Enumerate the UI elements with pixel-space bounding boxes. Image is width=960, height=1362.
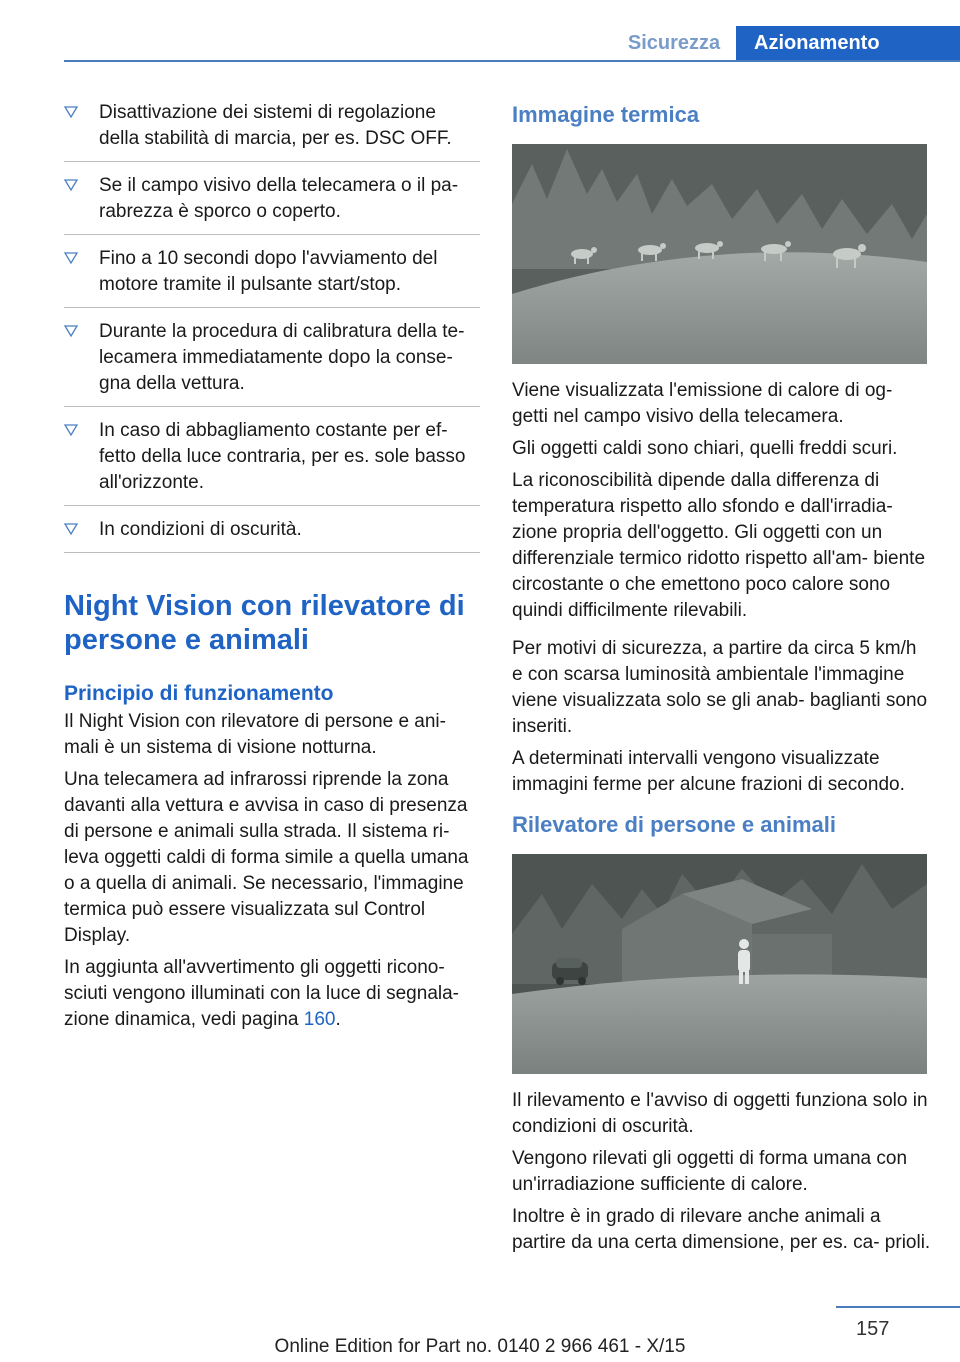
paragraph: Una telecamera ad infrarossi riprende la zona davanti alla vettura e avvisa in caso di presenza di persone e animali sulla strada. Il sistema ri‐ leva oggetti caldi di forma simile a quella umana o a quella di animali. Se necessario, l'immagine termica può essere visualizzata sul Control Display.	[64, 769, 469, 946]
triangle-bullet-icon	[64, 178, 78, 192]
left-column	[64, 100, 480, 1039]
header-rule	[64, 60, 960, 62]
list-item: Fino a 10 secondi dopo l'avviamento del motore tramite il pulsante start/stop.	[64, 246, 480, 308]
right-column	[512, 100, 932, 1262]
heading-thermal-image: Immagine termica	[512, 102, 700, 127]
triangle-bullet-icon	[64, 324, 78, 338]
paragraph: Vengono rilevati gli oggetti di forma umana con un'irradiazione sufficiente di calore.	[512, 1148, 908, 1195]
paragraph: Gli oggetti caldi sono chiari, quelli freddi scuri.	[512, 438, 898, 459]
paragraph: Per motivi di sicurezza, a partire da circa 5 km/h e con scarsa luminosità ambientale l'immagine viene visualizzata solo se gli anab‐ baglianti sono inseriti.	[512, 638, 928, 737]
list-item: Durante la procedura di calibratura della te‐ lecamera immediatamente dopo la conse‐ gna della vettura.	[64, 319, 480, 407]
triangle-bullet-icon	[64, 105, 78, 119]
list-item: Disattivazione dei sistemi di regolazione della stabilità di marcia, per es. DSC OFF.	[64, 100, 480, 162]
triangle-bullet-icon	[64, 251, 78, 265]
subsection-title: Principio di funzionamento	[64, 682, 334, 705]
thermal-image-pedestrian	[512, 854, 927, 1074]
section-title: Night Vision con rilevatore di persone e animali	[64, 590, 465, 656]
triangle-bullet-icon	[64, 423, 78, 437]
paragraph: La riconoscibilità dipende dalla differenza di temperatura rispetto allo sfondo e dall'irradia‐ zione propria dell'oggetto. Gli oggetti con un differenziale termico ridotto rispetto all'am‐ biente circostante o che emettono poco calore sono quindi difficilmente rilevabili.	[512, 470, 926, 621]
list-item: In condizioni di oscurità.	[64, 517, 480, 553]
page-header	[0, 0, 960, 62]
thermal-image-animals	[512, 144, 927, 364]
paragraph: In aggiunta all'avvertimento gli oggetti ricono‐ sciuti vengono illuminati con la luce di segnala‐ zione dinamica, vedi pagina 160.	[64, 957, 460, 1030]
page-number: 157	[856, 1318, 890, 1340]
paragraph: A determinati intervalli vengono visualizzate immagini ferme per alcune frazioni di secondo.	[512, 748, 905, 795]
condition-list	[64, 100, 480, 553]
footer-rule	[836, 1306, 960, 1308]
paragraph: Viene visualizzata l'emissione di calore di og‐ getti nel campo visivo della telecamera.	[512, 380, 893, 427]
section-tab[interactable]: Sicurezza	[627, 32, 721, 54]
paragraph: Il rilevamento e l'avviso di oggetti funziona solo in condizioni di oscurità.	[512, 1090, 928, 1137]
heading-detector: Rilevatore di persone e animali	[512, 812, 837, 837]
triangle-bullet-icon	[64, 522, 78, 536]
page-link[interactable]: 160	[303, 1009, 336, 1030]
paragraph: Il Night Vision con rilevatore di persone e ani‐ mali è un sistema di visione notturna.	[64, 711, 446, 758]
chapter-tab[interactable]: Azionamento	[736, 26, 960, 62]
list-item: Se il campo visivo della telecamera o il pa‐ rabrezza è sporco o coperto.	[64, 173, 480, 235]
edition-note: Online Edition for Part no. 0140 2 966 461 - X/15	[274, 1336, 686, 1357]
paragraph: Inoltre è in grado di rilevare anche animali a partire da una certa dimensione, per es. ca‐ prioli.	[512, 1206, 931, 1253]
list-item: In caso di abbagliamento costante per ef‐ fetto della luce contraria, per es. sole basso all'orizzonte.	[64, 418, 480, 506]
